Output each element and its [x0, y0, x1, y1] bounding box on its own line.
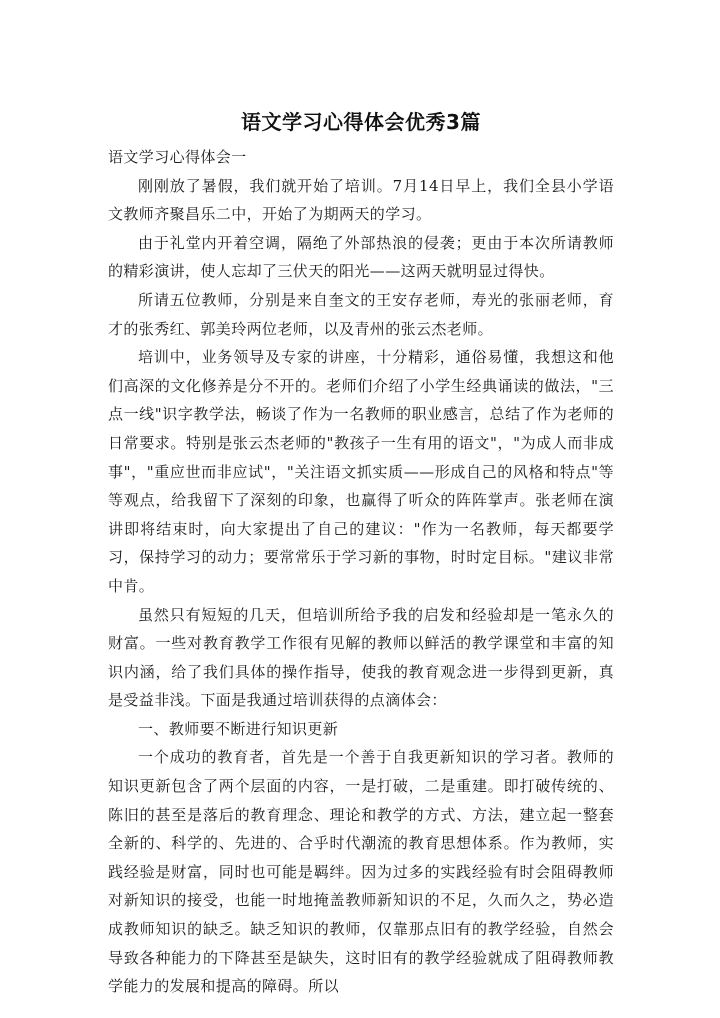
paragraph: 一个成功的教育者，首先是一个善于自我更新知识的学习者。教师的知识更新包含了两个层面的内容，一是打破，二是重建。即打破传统的、陈旧的甚至是落后的教育理念、理论和教学的方式、方法，建立起一整套全新的、科学的、先进的、合乎时代潮流的教育思想体系。作为教师，实践经验是财富，同时也可能是羁绊。因为过多的实践经验有时会阻碍教师对新知识的接受，也能一时地掩盖教师新知识的不足，久而久之，势必造成教师知识的缺乏。缺乏知识的教师，仅靠那点旧有的教学经验，自然会导致各种能力的下降甚至是缺失，这时旧有的教学经验就成了阻碍教师教学能力的发展和提高的障碍。所以: [108, 748, 614, 996]
subheading: 一、教师要不断进行知识更新: [138, 719, 339, 738]
paragraph: 所请五位教师，分别是来自奎文的王安存老师，寿光的张丽老师，育才的张秀红、郭美玲两位老师，以及青州的张云杰老师。: [108, 290, 614, 338]
paragraph: 刚刚放了暑假，我们就开始了培训。7月14日早上，我们全县小学语文教师齐聚昌乐二中，开始了为期两天的学习。: [108, 176, 614, 224]
document-body: [108, 143, 614, 1001]
paragraph: 虽然只有短短的几天，但培训所给予我的启发和经验却是一笔永久的财富。一些对教育教学工作很有见解的教师以鲜活的教学课堂和丰富的知识内涵，给了我们具体的操作指导，使我的教育观念进一步得到更新，真是受益非浅。下面是我通过培训获得的点滴体会：: [108, 605, 614, 710]
paragraph: 培训中，业务领导及专家的讲座，十分精彩，通俗易懂，我想这和他们高深的文化修养是分不开的。老师们介绍了小学生经典诵读的做法，"三点一线"识字教学法，畅谈了作为一名教师的职业感言，总结了作为老师的日常要求。特别是张云杰老师的"教孩子一生有用的语文"，"为成人而非成事"，"重应世而非应试"，"关注语文抓实质——形成自己的风格和特点"等等观点，给我留下了深刻的印象，也赢得了听众的阵阵掌声。张老师在演讲即将结束时，向大家提出了自己的建议："作为一名教师，每天都要学习，保持学习的动力；要常常乐于学习新的事物，时时定目标。"建议非常中肯。: [108, 348, 614, 595]
document-title: 语文学习心得体会优秀3篇: [241, 110, 481, 134]
section-heading: 语文学习心得体会一: [108, 148, 247, 166]
paragraph: 由于礼堂内开着空调，隔绝了外部热浪的侵袭；更由于本次所请教师的精彩演讲，使人忘却了三伏天的阳光——这两天就明显过得快。: [108, 233, 614, 281]
